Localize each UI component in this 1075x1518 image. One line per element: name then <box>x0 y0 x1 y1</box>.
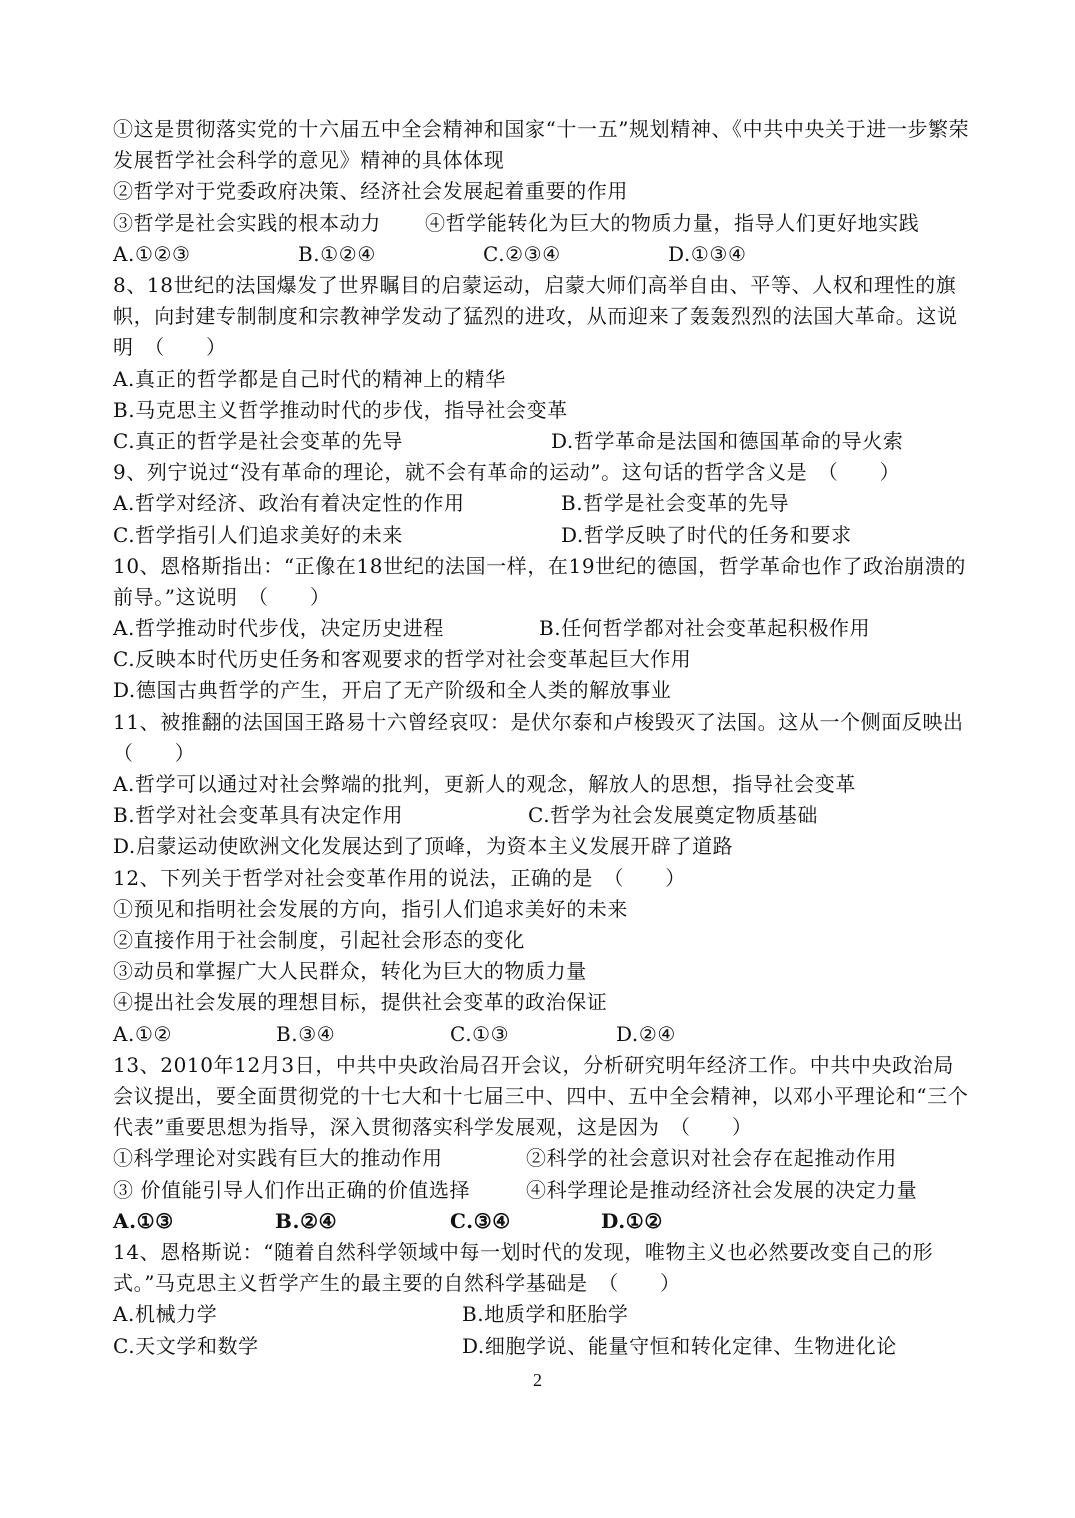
q12-statement-2: ②直接作用于社会制度，引起社会形态的变化 <box>113 928 525 953</box>
q13-option-a: A.①③ <box>113 1208 174 1233</box>
q7-statement-1: ①这是贯彻落实党的十六届五中全会精神和国家“十一五”规划精神、《中共中央关于进一步繁荣发展哲学社会科学的意见》精神的具体体现 <box>113 117 970 173</box>
q11-option-c: C.哲学为社会发展奠定物质基础 <box>528 803 818 828</box>
q7-options <box>113 239 973 270</box>
q13-option-b: B.②④ <box>275 1208 338 1233</box>
q14-option-a: A.机械力学 <box>113 1302 218 1327</box>
q8-option-d: D.哲学革命是法国和德国革命的导火索 <box>551 428 904 453</box>
q14-options-cd <box>113 1331 973 1362</box>
q13-option-c: C.③④ <box>450 1208 511 1233</box>
q10-option-c: C.反映本时代历史任务和客观要求的哲学对社会变革起巨大作用 <box>113 647 692 672</box>
q8-stem: 8、18世纪的法国爆发了世界瞩目的启蒙运动，启蒙大师们高举自由、平等、人权和理性的旗帜，向封建专制制度和宗教神学发动了猛烈的进攻，从而迎来了轰轰烈烈的法国大革命。这说明 （ ） <box>113 272 958 360</box>
q10-option-d: D.德国古典哲学的产生，开启了无产阶级和全人类的解放事业 <box>113 678 672 703</box>
q9-options-ab <box>113 488 973 519</box>
q13-options <box>113 1206 973 1237</box>
q7-option-d: D.①③④ <box>668 241 747 266</box>
q8-options-cd <box>113 426 973 457</box>
q13-statement-3: ③ 价值能引导人们作出正确的价值选择 <box>113 1177 471 1202</box>
q12-option-d: D.②④ <box>616 1021 676 1046</box>
q10-option-a: A.哲学推动时代步伐，决定历史进程 <box>113 616 445 641</box>
q7-option-a: A.①②③ <box>113 241 191 266</box>
q7-option-c: C.②③④ <box>483 241 561 266</box>
q11-stem: 11、被推翻的法国国王路易十六曾经哀叹：是伏尔泰和卢梭毁灭了法国。这从一个侧面反映出 （ ） <box>113 709 985 765</box>
q8-option-a: A.真正的哲学都是自己时代的精神上的精华 <box>113 366 506 391</box>
q7-option-b: B.①②④ <box>298 241 376 266</box>
q7-statement-3: ③哲学是社会实践的根本动力 <box>113 210 381 235</box>
q13-option-d: D.①② <box>601 1208 663 1233</box>
q14-stem: 14、恩格斯说：“随着自然科学领域中每一划时代的发现，唯物主义也必然要改变自己的形式。”马克思主义哲学产生的最主要的自然科学基础是 （ ） <box>113 1239 934 1296</box>
q9-stem: 9、列宁说过“没有革命的理论，就不会有革命的运动”。这句话的哲学含义是 （ ） <box>113 460 901 485</box>
q8-option-b: B.马克思主义哲学推动时代的步伐，指导社会变革 <box>113 397 568 422</box>
q12-statement-4: ④提出社会发展的理想目标，提供社会变革的政治保证 <box>113 990 608 1015</box>
q9-option-a: A.哲学对经济、政治有着决定性的作用 <box>113 491 465 516</box>
q11-options-bc <box>113 800 973 831</box>
q12-statement-3: ③动员和掌握广大人民群众，转化为巨大的物质力量 <box>113 959 587 984</box>
q13-statements-3-4 <box>113 1175 973 1206</box>
q7-statement-4: ④哲学能转化为巨大的物质力量，指导人们更好地实践 <box>425 210 920 235</box>
q14-option-c: C.天文学和数学 <box>113 1333 259 1358</box>
q12-option-a: A.①② <box>113 1021 173 1046</box>
q9-option-d: D.哲学反映了时代的任务和要求 <box>561 522 852 547</box>
q14-option-b: B.地质学和胚胎学 <box>462 1302 629 1327</box>
q11-option-b: B.哲学对社会变革具有决定作用 <box>113 803 404 828</box>
q9-options-cd <box>113 520 973 551</box>
q13-statement-4: ④科学理论是推动经济社会发展的决定力量 <box>526 1177 918 1202</box>
q10-options-ab <box>113 613 973 644</box>
q10-option-b: B.任何哲学都对社会变革起积极作用 <box>539 616 871 641</box>
q9-option-b: B.哲学是社会变革的先导 <box>561 491 790 516</box>
q13-statements-1-2 <box>113 1143 973 1174</box>
q14-options-ab <box>113 1299 973 1330</box>
q11-option-a: A.哲学可以通过对社会弊端的批判，更新人的观念，解放人的思想，指导社会变革 <box>113 772 856 797</box>
q12-option-b: B.③④ <box>276 1021 336 1046</box>
page-number: 2 <box>533 1370 542 1390</box>
q13-statement-2: ②科学的社会意识对社会存在起推动作用 <box>526 1146 897 1171</box>
q8-option-c: C.真正的哲学是社会变革的先导 <box>113 428 403 453</box>
q13-stem: 13、2010年12月3日，中共中央政治局召开会议，分析研究明年经济工作。中共中央政治局会议提出，要全面贯彻党的十七大和十七届三中、四中、五中全会精神，以邓小平理论和“三个代表”重要思想为指导，深入贯彻落实科学发展观，这是因为 （ ） <box>113 1052 969 1140</box>
q12-options <box>113 1019 973 1050</box>
q12-stem: 12、下列关于哲学对社会变革作用的说法，正确的是 （ ） <box>113 865 686 890</box>
q12-statement-1: ①预见和指明社会发展的方向，指引人们追求美好的未来 <box>113 896 628 921</box>
q7-statements-3-4 <box>113 208 973 239</box>
q11-option-d: D.启蒙运动使欧洲文化发展达到了顶峰，为资本主义发展开辟了道路 <box>113 834 734 859</box>
q7-statement-2: ②哲学对于党委政府决策、经济社会发展起着重要的作用 <box>113 179 628 204</box>
q10-stem: 10、恩格斯指出：“正像在18世纪的法国一样，在19世纪的德国，哲学革命也作了政治崩溃的前导。”这说明 （ ） <box>113 553 966 609</box>
q14-option-d: D.细胞学说、能量守恒和转化定律、生物进化论 <box>462 1333 897 1358</box>
document-body <box>113 114 985 1362</box>
q13-statement-1: ①科学理论对实践有巨大的推动作用 <box>113 1146 443 1171</box>
q12-option-c: C.①③ <box>450 1021 510 1046</box>
q9-option-c: C.哲学指引人们追求美好的未来 <box>113 522 403 547</box>
